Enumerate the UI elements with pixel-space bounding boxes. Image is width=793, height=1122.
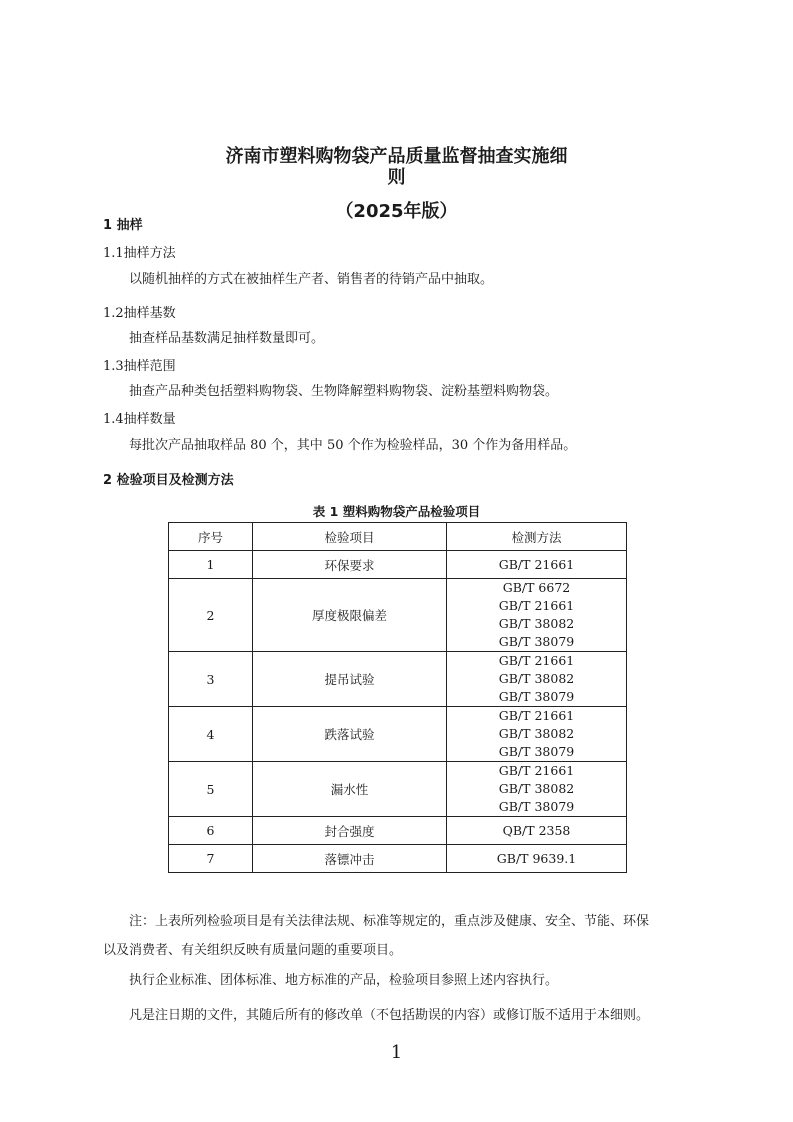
section1-1-heading: 1.1抽样方法 (103, 246, 176, 261)
table-header-row (169, 523, 627, 551)
document-title-line2: 则 (387, 167, 406, 188)
header-no: 序号 (169, 523, 253, 551)
note-para2: 执行企业标准、团体标准、地方标准的产品，检验项目参照上述内容执行。 (129, 973, 559, 988)
section1-2-text: 抽查样品基数满足抽样数量即可。 (129, 331, 325, 346)
note-line1: 注：上表所列检验项目是有关法律法规、标准等规定的，重点涉及健康、安全、节能、环保 (129, 914, 650, 929)
method-standard: GB/T 21661 (498, 653, 575, 668)
note-line2: 以及消费者、有关组织反映有质量问题的重要项目。 (103, 943, 403, 958)
method-standard: GB/T 38079 (498, 799, 575, 814)
section1-4-heading: 1.4抽样数量 (103, 412, 176, 427)
row-methods (447, 551, 627, 579)
table-row (169, 817, 627, 845)
method-standard: GB/T 38082 (498, 726, 575, 741)
method-standard: GB/T 6672 (502, 580, 571, 595)
method-standard: QB/T 2358 (502, 822, 571, 838)
section2-heading: 2 检验项目及检测方法 (103, 473, 234, 488)
method-standard: GB/T 38082 (498, 671, 575, 686)
table-row (169, 551, 627, 579)
row-no: 3 (169, 652, 253, 707)
section1-3-text: 抽查产品种类包括塑料购物袋、生物降解塑料购物袋、淀粉基塑料购物袋。 (129, 384, 559, 399)
row-no: 2 (169, 579, 253, 652)
row-methods (447, 707, 627, 762)
table-row (169, 652, 627, 707)
table-row (169, 845, 627, 873)
note-para3: 凡是注日期的文件，其随后所有的修改单（不包括勘误的内容）或修订版不适用于本细则。 (129, 1008, 650, 1023)
method-standard: GB/T 38079 (498, 744, 575, 759)
section1-2-heading: 1.2抽样基数 (103, 306, 176, 321)
table-row (169, 579, 627, 652)
table-caption: 表 1 塑料购物袋产品检验项目 (312, 504, 481, 519)
row-item: 厚度极限偏差 (253, 579, 447, 652)
section1-4-text: 每批次产品抽取样品 80 个，其中 50 个作为检验样品，30 个作为备用样品。 (129, 438, 577, 453)
method-standard: GB/T 21661 (498, 556, 575, 572)
section1-heading: 1 抽样 (103, 218, 143, 233)
method-standard: GB/T 21661 (498, 598, 575, 613)
method-standard: GB/T 9639.1 (496, 850, 577, 866)
row-item: 环保要求 (253, 551, 447, 579)
row-item: 提吊试验 (253, 652, 447, 707)
row-item: 漏水性 (253, 762, 447, 817)
row-no: 5 (169, 762, 253, 817)
inspection-items-table (168, 522, 627, 873)
header-method: 检测方法 (447, 523, 627, 551)
row-methods (447, 579, 627, 652)
header-item: 检验项目 (253, 523, 447, 551)
section1-3-heading: 1.3抽样范围 (103, 359, 176, 374)
method-standard: GB/T 21661 (498, 763, 575, 778)
method-standard: GB/T 38079 (498, 634, 575, 649)
method-standard: GB/T 21661 (498, 708, 575, 723)
method-standard: GB/T 38082 (498, 616, 575, 631)
row-methods (447, 762, 627, 817)
row-methods (447, 845, 627, 873)
method-standard: GB/T 38082 (498, 781, 575, 796)
row-item: 跌落试验 (253, 707, 447, 762)
row-no: 7 (169, 845, 253, 873)
document-edition: （2025年版） (335, 201, 458, 222)
row-item: 封合强度 (253, 817, 447, 845)
row-no: 6 (169, 817, 253, 845)
row-methods (447, 652, 627, 707)
document-title-line1: 济南市塑料购物袋产品质量监督抽查实施细 (225, 146, 568, 167)
page-number: 1 (390, 1042, 403, 1063)
table-row (169, 762, 627, 817)
section1-1-text: 以随机抽样的方式在被抽样生产者、销售者的待销产品中抽取。 (129, 272, 494, 287)
method-standard: GB/T 38079 (498, 689, 575, 704)
row-no: 4 (169, 707, 253, 762)
row-item: 落镖冲击 (253, 845, 447, 873)
row-methods (447, 817, 627, 845)
row-no: 1 (169, 551, 253, 579)
table-row (169, 707, 627, 762)
